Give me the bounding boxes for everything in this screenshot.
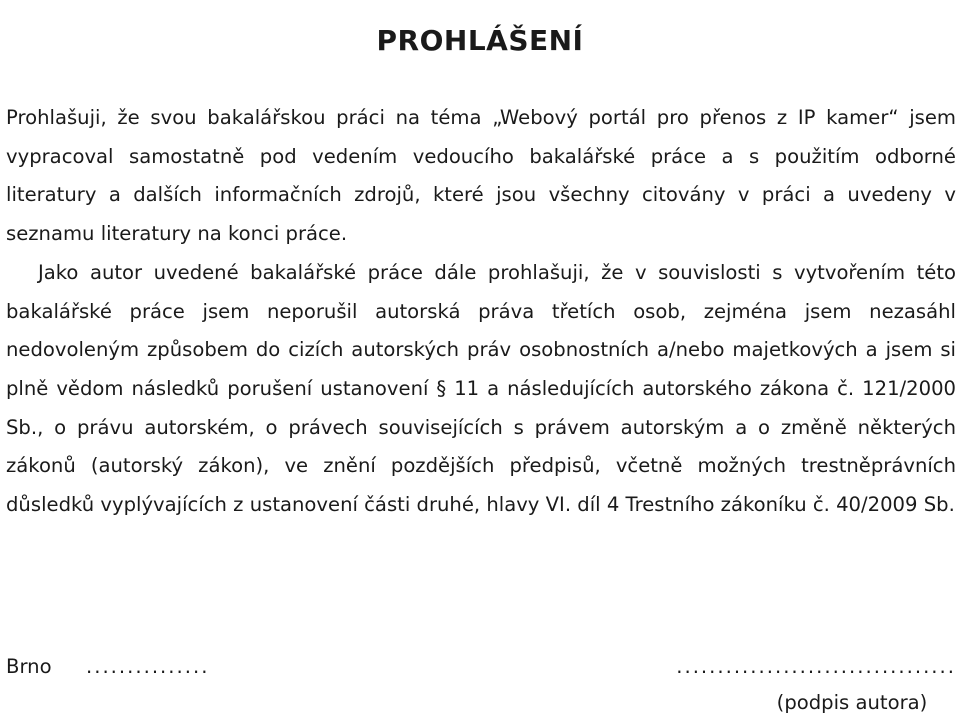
signature-row: [6, 648, 956, 688]
signature-placeholder: ..................................: [676, 655, 956, 678]
page-title: PROHLÁŠENÍ: [376, 23, 584, 57]
declaration-body: [6, 99, 956, 525]
declaration-paragraph-1: Prohlašuji, že svou bakalářskou práci na téma „Webový portál pro přenos z IP kamer“ jsem vypracoval samostatně pod vedením vedoucího bakalářské práce a s použitím odborné literatury a dalších informačních zdrojů, které jsou všechny citovány v práci a uvedeny v seznamu literatury na konci práce.: [6, 106, 956, 246]
date-placeholder: ...............: [86, 655, 210, 678]
signature-place: Brno: [6, 655, 52, 678]
declaration-paragraph-2: Jako autor uvedené bakalářské práce dále prohlašuji, že v souvislosti s vytvořením této bakalářské práce jsem neporušil autorská práva třetích osob, zejména jsem nezasáhl nedovoleným způsobem do cizích autorských práv osobnostních a/nebo majetkových a jsem si plně vědom následků porušení ustanovení § 11 a následujících autorského zákona č. 121/2000 Sb., o právu autorském, o právech souvisejících s právem autorským a o změně některých zákonů (autorský zákon), ve znění pozdějších předpisů, včetně možných trestněprávních důsledků vyplývajících z ustanovení části druhé, hlavy VI. díl 4 Trestního zákoníku č. 40/2009 Sb.: [6, 260, 956, 517]
signature-label: (podpis autora): [776, 691, 928, 714]
